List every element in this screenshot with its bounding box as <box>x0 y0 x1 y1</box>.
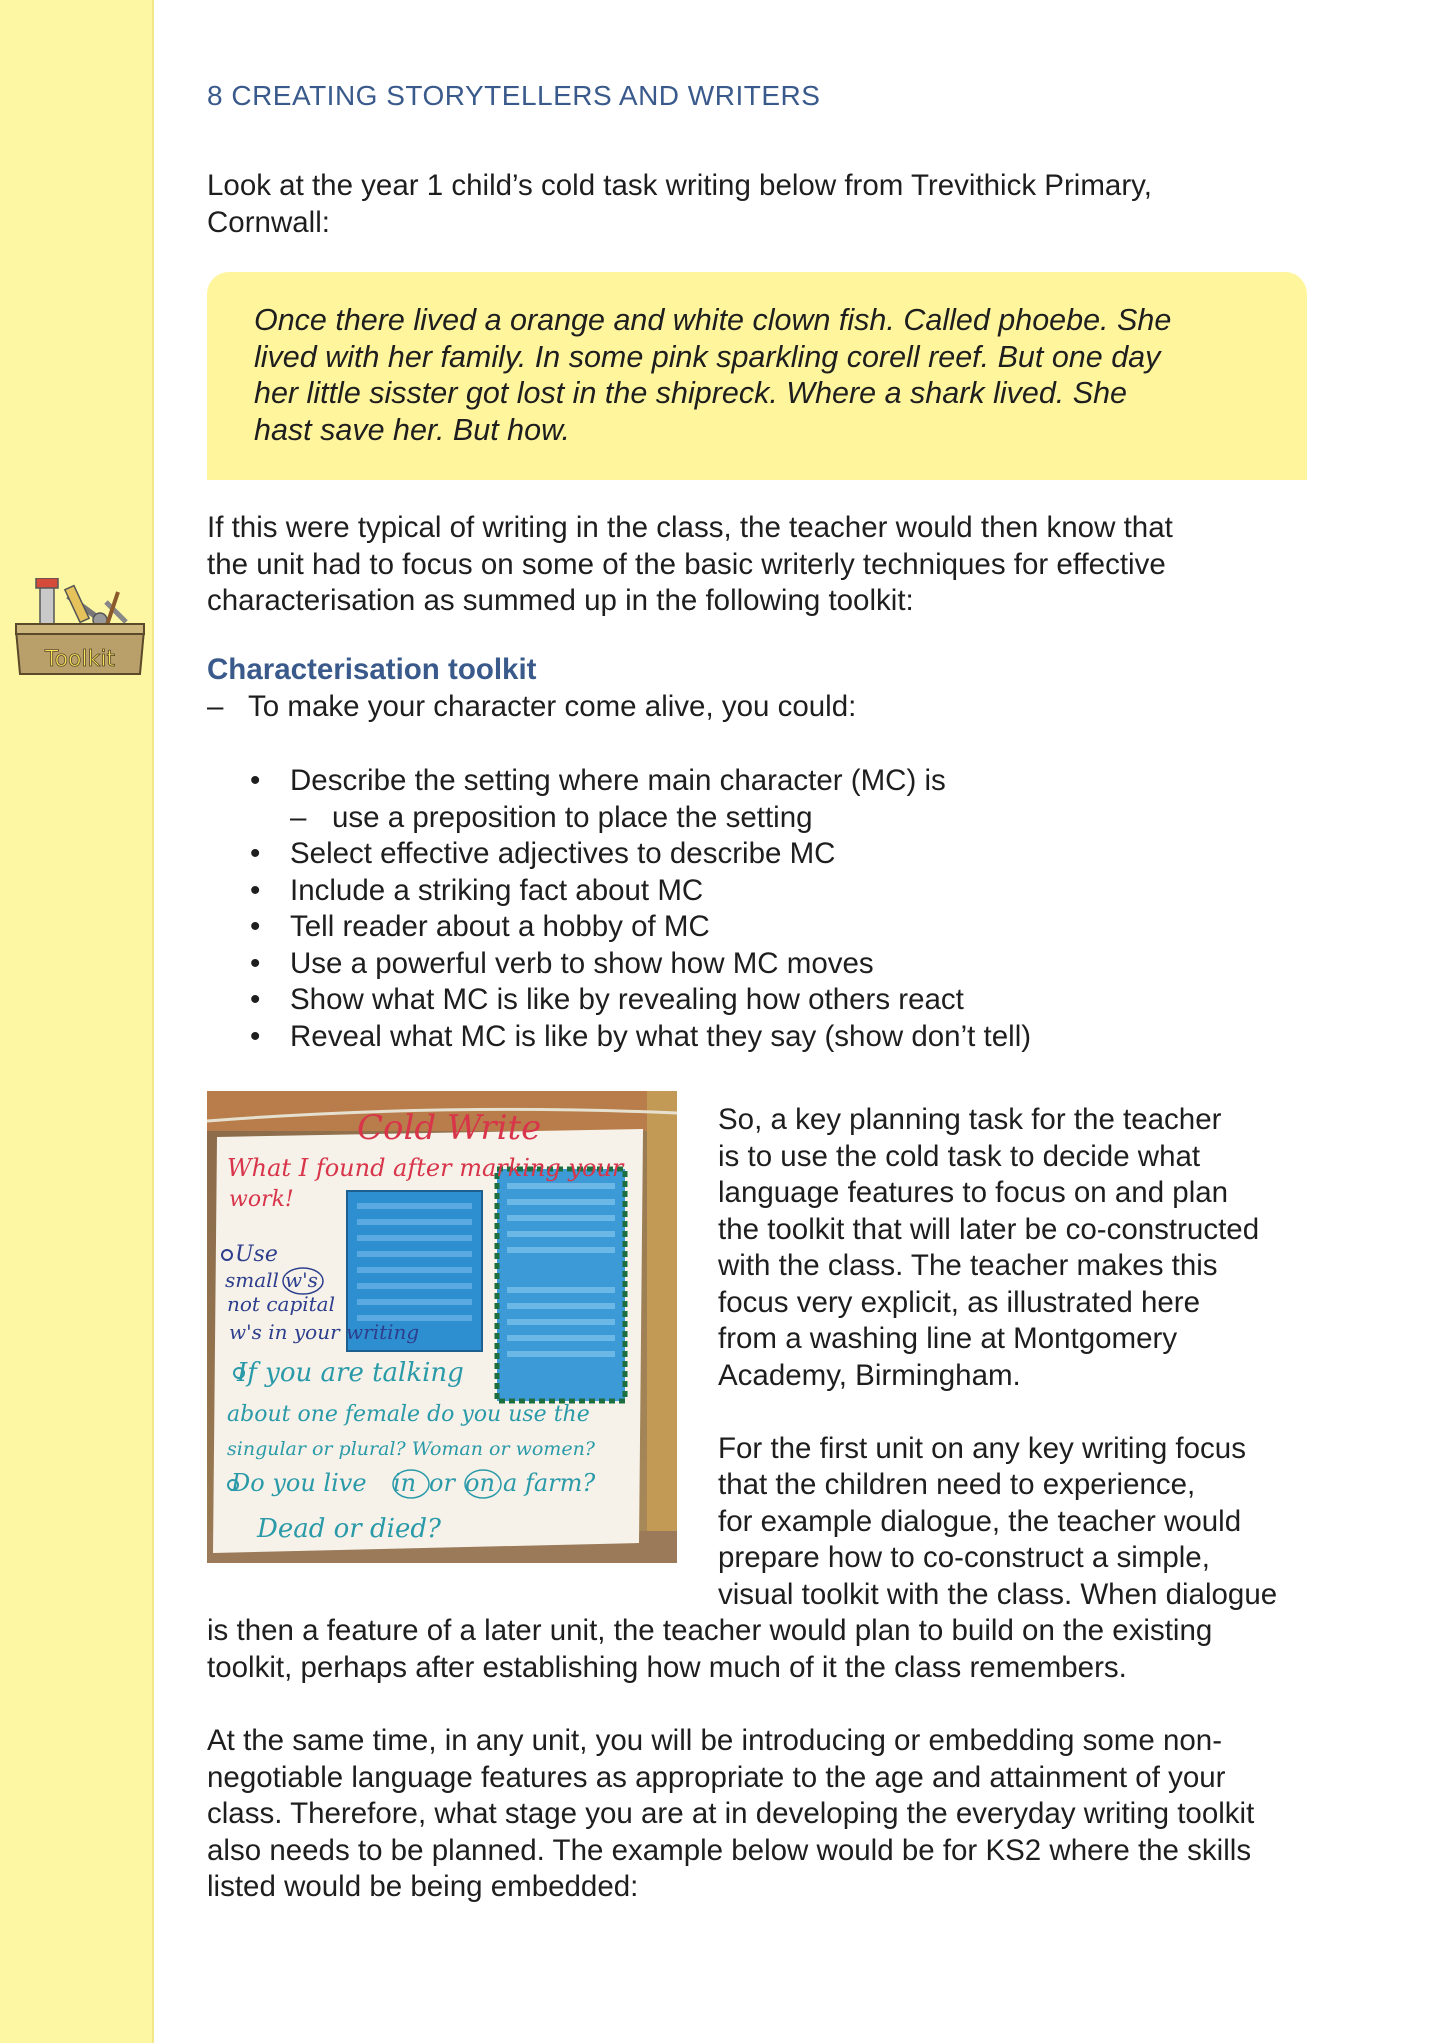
poster-line: on <box>465 1469 495 1497</box>
poster-line: Use <box>235 1242 278 1267</box>
chapter-header: 8 CREATING STORYTELLERS AND WRITERS <box>207 80 821 111</box>
poster-line: not capital <box>227 1292 335 1316</box>
side-line: visual toolkit with the class. When dialogue <box>718 1577 1278 1611</box>
side-line: prepare how to co-construct a simple, <box>718 1541 1210 1574</box>
quote-line: lived with her family. In some pink sparkling corell reef. But one day <box>254 339 1161 374</box>
side-line: is to use the cold task to decide what <box>718 1139 1201 1173</box>
side-paragraph <box>718 1102 1277 1613</box>
list-item-text: Show what MC is like by revealing how others react <box>290 983 964 1016</box>
list-item <box>250 982 1031 1019</box>
poster-line: w's in your writing <box>229 1320 420 1344</box>
side-line: that the children need to experience, <box>718 1468 1196 1501</box>
poster-line: w's <box>285 1268 318 1292</box>
list-item <box>250 1019 1031 1056</box>
poster-line: If you are talking <box>237 1358 464 1388</box>
continuation-paragraph <box>207 1613 1212 1686</box>
bullet-marker: • <box>250 983 261 1016</box>
poster-title: Cold Write <box>357 1108 542 1148</box>
side-line: For the first unit on any key writing focus <box>718 1431 1246 1465</box>
toolkit-icon <box>10 578 150 678</box>
side-line: So, a key planning task for the teacher <box>718 1103 1222 1136</box>
paragraph-line: class. Therefore, what stage you are at in developing the everyday writing toolkit <box>207 1797 1255 1830</box>
list-item <box>250 836 1031 873</box>
side-line: the toolkit that will later be co-constructed <box>718 1212 1260 1246</box>
toolkit-intro <box>207 690 856 724</box>
paragraph-line: is then a feature of a later unit, the teacher would plan to build on the existing <box>207 1614 1213 1647</box>
toolkit-heading: Characterisation toolkit <box>207 653 537 686</box>
bullet-marker: • <box>250 910 261 943</box>
bullet-marker: • <box>250 946 261 980</box>
paragraph-line: toolkit, perhaps after establishing how much of it the class remembers. <box>207 1650 1127 1684</box>
side-line <box>718 1394 1277 1431</box>
list-item-text: Tell reader about a hobby of MC <box>290 910 710 943</box>
poster-line: in <box>393 1469 417 1497</box>
side-line: from a washing line at Montgomery <box>718 1322 1178 1355</box>
list-item-text: Include a striking fact about MC <box>290 873 704 907</box>
list-item <box>250 800 1031 837</box>
poster-line: singular or plural? Woman or women? <box>227 1438 595 1460</box>
bullet-marker: • <box>250 837 261 870</box>
cold-write-poster-photo <box>207 1091 677 1563</box>
bullet-marker: • <box>250 1019 261 1053</box>
poster-line: Dead or died? <box>257 1514 441 1544</box>
list-item-text: Use a powerful verb to show how MC moves <box>290 946 874 980</box>
quote-line: Once there lived a orange and white clown fish. Called phoebe. She <box>254 303 1172 337</box>
poster-line: or <box>429 1469 455 1497</box>
list-item-text: Reveal what MC is like by what they say (show don’t tell) <box>290 1019 1032 1053</box>
paragraph-line: also needs to be planned. The example below would be for KS2 where the skills <box>207 1833 1252 1867</box>
side-line: language features to focus on and plan <box>718 1176 1229 1209</box>
final-paragraph <box>207 1723 1254 1906</box>
poster-line: small <box>225 1268 279 1292</box>
bullet-marker: • <box>250 764 261 797</box>
side-line: Academy, Birmingham. <box>718 1358 1021 1392</box>
poster-line: work! <box>229 1187 294 1212</box>
paragraph-line: characterisation as summed up in the following toolkit: <box>207 584 914 617</box>
intro-line: Look at the year 1 child’s cold task writing below from Trevithick Primary, <box>207 169 1152 202</box>
list-item <box>250 873 1031 910</box>
bullet-marker: • <box>250 873 261 907</box>
child-writing-quote-box <box>207 272 1307 480</box>
toolkit-list <box>250 763 1031 1055</box>
quote-line: hast save her. But how. <box>254 412 570 447</box>
intro-paragraph <box>207 168 1152 241</box>
paragraph-line: At the same time, in any unit, you will be introducing or embedding some non- <box>207 1724 1223 1757</box>
side-line: focus very explicit, as illustrated here <box>718 1285 1201 1319</box>
dash-marker: – <box>290 800 307 834</box>
list-item <box>250 763 1031 800</box>
list-item <box>250 909 1031 946</box>
paragraph-line: the unit had to focus on some of the basic writerly techniques for effective <box>207 547 1166 581</box>
side-line: for example dialogue, the teacher would <box>718 1504 1242 1538</box>
child-writing-quote <box>254 302 1284 448</box>
dash-marker: – <box>207 690 224 723</box>
paragraph-line: listed would be being embedded: <box>207 1870 639 1903</box>
side-strip <box>0 0 154 2043</box>
poster-line: What I found after marking your <box>227 1154 624 1182</box>
side-line: with the class. The teacher makes this <box>718 1249 1218 1282</box>
paragraph-line: negotiable language features as appropriate to the age and attainment of your <box>207 1760 1226 1794</box>
poster-line: Do you live <box>231 1469 367 1497</box>
analysis-paragraph <box>207 510 1173 620</box>
toolkit-intro-text: To make your character come alive, you could: <box>248 690 857 723</box>
list-item-text: Select effective adjectives to describe MC <box>290 837 836 870</box>
quote-line: her little sisster got lost in the shipreck. Where a shark lived. She <box>254 376 1128 410</box>
list-item-text: use a preposition to place the setting <box>332 800 813 834</box>
list-item <box>250 946 1031 983</box>
list-item-text: Describe the setting where main character (MC) is <box>290 764 946 797</box>
poster-line: a farm? <box>503 1469 596 1497</box>
paragraph-line: If this were typical of writing in the class, the teacher would then know that <box>207 511 1173 544</box>
intro-line: Cornwall: <box>207 205 330 239</box>
toolkit-icon-label: Toolkit <box>44 647 116 672</box>
poster-line: about one female do you use the <box>227 1402 590 1427</box>
